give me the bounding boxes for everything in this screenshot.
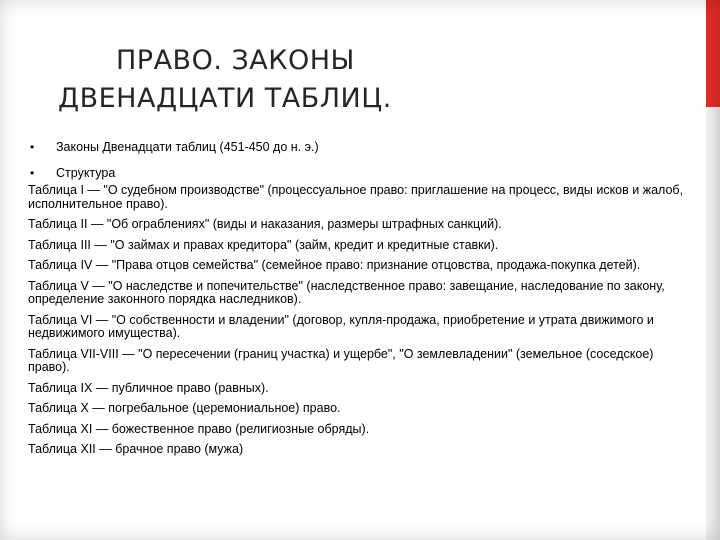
bullet-dot-icon: • [30,140,35,154]
accent-bar-red [706,0,720,107]
bullet-item [28,134,688,160]
accent-bar-grey [706,107,720,540]
bullet-text: Структура [56,166,116,180]
table-item-2: Таблица II — "Об ограблениях" (виды и наказания, размеры штрафных санкций). [28,217,502,231]
bullet-list [28,134,688,186]
title-line-2: ДВЕНАДЦАТИ ТАБЛИЦ. [58,83,392,114]
page-title [28,42,668,118]
table-item-5: Таблица V — "О наследстве и попечительстве" (наследственное право: завещание, наследование по закону, определение законного порядка наследников). [28,278,665,306]
tables-list [28,184,692,464]
table-item-10: Таблица X — погребальное (церемониальное) право. [28,401,341,415]
table-item-12: Таблица XII — брачное право (мужа) [28,442,244,456]
table-item-7-8: Таблица VII-VIII — "О пересечении (границ участка) и ущербе", "О землевладении" (земельное (соседское) право). [28,346,654,374]
table-item-4: Таблица IV — "Права отцов семейства" (семейное право: признание отцовства, продажа-покупка детей). [28,258,641,272]
bullet-text: Законы Двенадцати таблиц (451-450 до н. э.) [56,140,319,154]
table-item-6: Таблица VI — "О собственности и владении" (договор, купля-продажа, приобретение и утрата движимого и недвижимого имущества). [28,312,654,340]
table-item-3: Таблица III — "О займах и правах кредитора" (займ, кредит и кредитные ставки). [28,237,499,252]
bullet-dot-icon: • [30,166,35,180]
table-item-1: Таблица I — "О судебном производстве" (процессуальное право: приглашение на процесс, виды исков и жалоб, исполнительное право). [28,183,684,211]
title-line-1: ПРАВО. ЗАКОНЫ [116,45,355,76]
table-item-11: Таблица XI — божественное право (религиозные обряды). [28,421,370,436]
table-item-9: Таблица IX — публичное право (равных). [28,380,269,395]
